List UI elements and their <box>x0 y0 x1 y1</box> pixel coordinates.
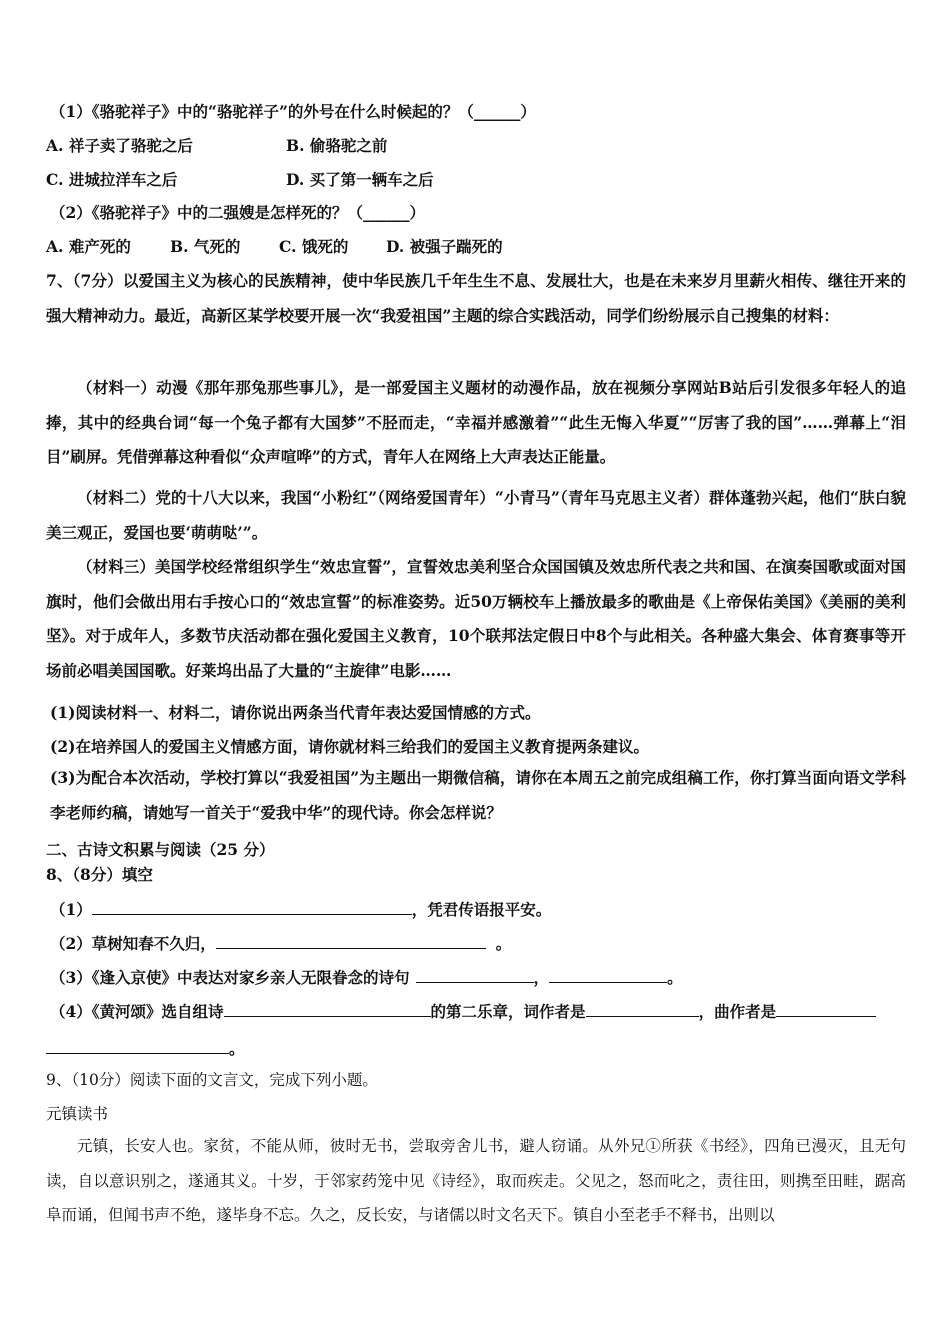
q7-material-3: （材料三）美国学校经常组织学生“效忠宣誓”，宣誓效忠美利坚合众国国镇及效忠所代表之共和国、在演奏国歌或面对国旗时，他们会做出用右手按心口的“效忠宣誓”的标准姿势。近50万辆校车上播放最多的歌曲是《上帝保佑美国》《美丽的美利坚》。对于成年人，多数节庆活动都在强化爱国主义教育，10个联邦法定假日中8个与此相关。各种盛大集会、体育赛事等开场前必唱美国国歌。好莱坞出品了大量的“主旋律”电影…… <box>46 557 906 680</box>
q8-title: 8、（8分）填空 <box>46 865 153 884</box>
q8-blank-2[interactable] <box>216 932 486 949</box>
q9-passage: 元镇，长安人也。家贫，不能从师，彼时无书，尝取旁舍儿书，避人窃诵。从外兄①所获《书经》，四角已漫灭，且无句读，自以意识别之，遂通其义。十岁，于邻家药笼中见《诗经》，取而疾走。父见之，怒而叱之，责往田，则携至田畦，踞高阜而诵，但闻书声不绝，遂毕身不忘。久之，反长安，与诸儒以时文名天下。镇自小至老手不释书，出则以 <box>46 1137 906 1224</box>
q6-sub1-option-a: A. 祥子卖了骆驼之后 <box>46 136 193 155</box>
q8-blank-4c[interactable] <box>776 1000 876 1017</box>
q8-blank-4d[interactable] <box>46 1037 229 1054</box>
q8-blank-3b[interactable] <box>549 966 667 983</box>
q9-passage-title: 元镇读书 <box>46 1105 109 1123</box>
q8-line-3-suffix: 。 <box>667 968 683 987</box>
q6-sub1-question: （1）《骆驼祥子》中的“骆驼祥子”的外号在什么时候起的？（______） <box>50 102 536 121</box>
q8-blank-4b[interactable] <box>586 1000 699 1017</box>
q6-sub1-option-b: B. 偷骆驼之前 <box>286 136 388 155</box>
q6-sub2-option-b: B. 气死的 <box>170 237 241 256</box>
q8-blank-1[interactable] <box>92 898 412 915</box>
q8-line-1-suffix: ，凭君传语报平安。 <box>411 900 552 919</box>
q8-line-4-suffix: 。 <box>229 1039 245 1058</box>
q7-material-1: （材料一）动漫《那年那兔那些事儿》，是一部爱国主义题材的动漫作品，放在视频分享网站B站后引发很多年轻人的追捧，其中的经典台词“每一个兔子都有大国梦”不胫而走，“幸福并感激着”“此生无悔入华夏”“厉害了我的国”……弹幕上“泪目”刷屏。凭借弹幕这种看似“众声喧哗”的方式，青年人在网络上大声表达正能量。 <box>46 378 906 466</box>
q7-material-2: （材料二）党的十八大以来，我国“小粉红”（网络爱国青年）“小青马”（青年马克思主义者）群体蓬勃兴起，他们“肤白貌美三观正，爱国也要‘萌萌哒’”。 <box>46 488 906 542</box>
q6-sub1-option-d: D. 买了第一辆车之后 <box>286 170 434 189</box>
q8-line-2 <box>50 932 511 954</box>
q7-intro: 7、（7分）以爱国主义为核心的民族精神，使中华民族几千年生生不息、发展壮大，也是在未来岁月里薪火相传、继往开来的强大精神动力。最近，高新区某学校要开展一次“我爱祖国”主题的综合实践活动，同学们纷纷展示自己搜集的材料： <box>46 271 906 325</box>
q7-task-2: (2)在培养国人的爱国主义情感方面，请你就材料三给我们的爱国主义教育提两条建议。 <box>50 737 649 756</box>
q8-line-3-mid: ， <box>533 968 550 987</box>
q8-line-4-cont <box>46 1037 245 1059</box>
q8-line-4-mid-1: 的第二乐章，词作者是 <box>430 1002 586 1021</box>
q8-line-4-mid-2: ，曲作者是 <box>698 1002 777 1021</box>
q8-line-4-prefix: （4）《黄河颂》选自组诗 <box>50 1002 224 1021</box>
section-2-title: 二、古诗文积累与阅读（25 分） <box>46 840 275 859</box>
q6-sub1-option-c: C. 进城拉洋车之后 <box>46 170 178 189</box>
q8-line-3-prefix: （3）《逢入京使》中表达对家乡亲人无限眷念的诗句 <box>50 968 410 987</box>
q8-line-2-suffix: 。 <box>495 934 512 953</box>
q8-line-3 <box>50 966 683 988</box>
q8-blank-3a[interactable] <box>416 966 534 983</box>
q9-title: 9、（10分）阅读下面的文言文，完成下列小题。 <box>46 1071 378 1089</box>
q7-task-3: (3)为配合本次活动，学校打算以“我爱祖国”为主题出一期微信稿，请你在本周五之前完成组稿工作，你打算当面向语文学科李老师约稿，请她写一首关于“爱我中华”的现代诗。你会怎样说？ <box>50 768 906 822</box>
q6-sub2-option-a: A. 难产死的 <box>46 237 131 256</box>
q8-line-1-prefix: （1） <box>50 900 92 919</box>
q7-task-1: (1)阅读材料一、材料二，请你说出两条当代青年表达爱国情感的方式。 <box>50 703 541 722</box>
q6-sub2-question: （2）《骆驼祥子》中的二强嫂是怎样死的？（______） <box>50 203 426 222</box>
q8-line-2-prefix: （2）草树知春不久归， <box>50 934 216 953</box>
q6-sub2-option-d: D. 被强子踹死的 <box>386 237 503 256</box>
q8-line-1 <box>50 898 551 920</box>
q8-blank-4a[interactable] <box>224 1000 431 1017</box>
q6-sub2-option-c: C. 饿死的 <box>279 237 349 256</box>
q8-line-4 <box>50 1000 876 1022</box>
